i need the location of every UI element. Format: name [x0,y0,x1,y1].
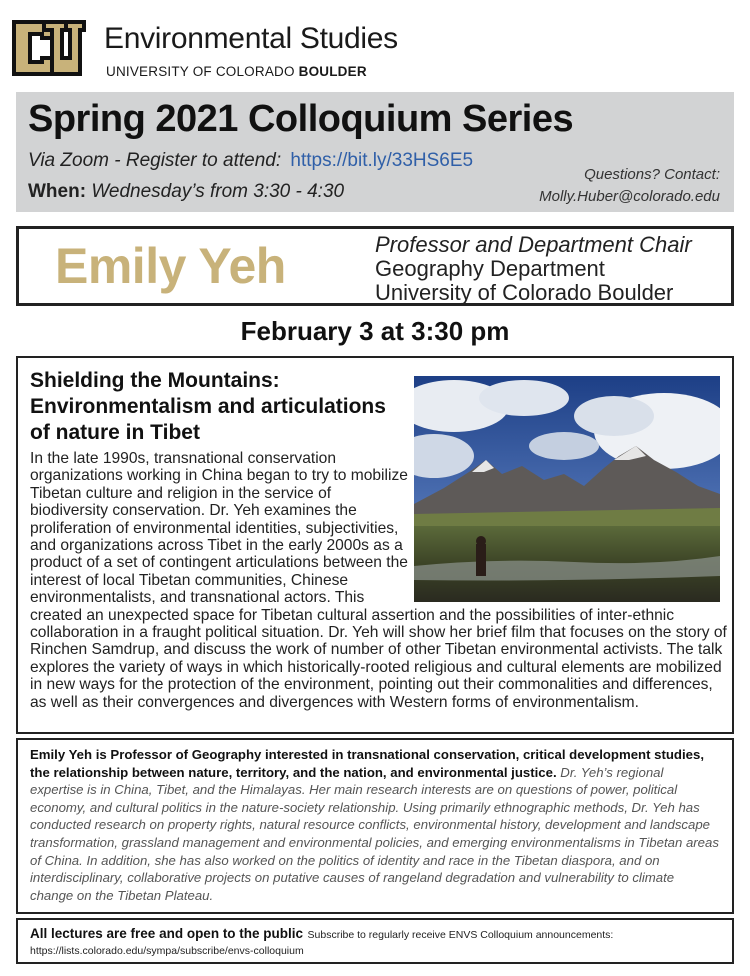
university-name [106,64,367,79]
bio-box [16,738,734,914]
header [0,0,750,90]
when-label: When: [28,181,87,202]
cu-logo-icon [8,8,88,88]
talk-date: February 3 at 3:30 pm [240,316,510,346]
university-bold: BOULDER [298,64,367,79]
subscribe-link[interactable]: https://lists.colorado.edu/sympa/subscribe/envs-colloquium [30,945,304,957]
contact-block [539,164,720,208]
department-name: Environmental Studies [104,22,398,55]
speaker-box [16,226,734,306]
university-prefix: UNIVERSITY OF COLORADO [106,64,299,79]
zoom-label: Via Zoom - Register to attend: [28,150,282,171]
series-banner [16,92,734,212]
when-value: Wednesday’s from 3:30 - 4:30 [91,181,345,202]
abstract-text [30,450,730,711]
abstract-box [16,356,734,734]
speaker-department: Geography Department [375,256,605,281]
contact-email[interactable]: Molly.Huber@colorado.edu [539,188,720,205]
bio-details: Dr. Yeh’s regional expertise is in China, Tibet, and the Himalayas. Her main research interests are on questions of power, political economy, and cultural politics in the nature-society relationship. Using primarily ethnographic methods, Dr. Yeh has conducted research on property rights, natural resource conflicts, environmental history, development and landscape transformation, grassland management and environmental policies, and emerging environmentalisms in Tibetan areas of China. In addition, she has also worked on the politics of identity and race in the Tibetan diaspora, and on interdisciplinary, collaborative projects on putative causes of rangeland degradation and vulnerability to climate change on the Tibetan Plateau. [30,764,719,903]
speaker-university: University of Colorado Boulder [375,280,674,305]
speaker-role-title: Professor and Department Chair [375,232,692,257]
speaker-name: Emily Yeh [55,238,286,294]
contact-label: Questions? Contact: [584,166,720,183]
series-title: Spring 2021 Colloquium Series [28,98,574,140]
speaker-role [375,233,692,305]
free-lectures-notice: All lectures are free and open to the public [30,926,304,941]
zoom-registration [28,150,473,172]
bio-summary: Emily Yeh is Professor of Geography interested in transnational conservation, critical development studies, the relationship between nature, territory, and the nation, and environmental justice. [30,747,704,780]
footer-box [16,918,734,964]
when-line [28,181,344,203]
abstract-paragraph: In the late 1990s, transnational conservation organizations working in China began to try to mobilize Tibetan culture and religion in the service of biodiversity conservation. Dr. Yeh examines the proliferation of environmental identities, subjectivities, and organizations across Tibet in the early 2000s as a product of a set of contingent articulations between the interest of local Tibetan communities, Chinese environmentalists, and transnational actors. This created an unexpected space for Tibetan cultural assertion and the possibilities of inter-ethnic collaboration in a fraught political situation. Dr. Yeh will show her brief film that focuses on the story of Rinchen Samdrup, and discuss the work of number of other Tibetan environmental activists. The talk explores the variety of ways in which historically-rooted religious and cultural elements are mobilized in new ways for the protection of the environment, pointing out their commonalities and differences, as well as their convergences and divergences with Western forms of environmentalism. [30,450,727,711]
zoom-link[interactable]: https://bit.ly/33HS6E5 [290,150,474,171]
subscribe-text: Subscribe to regularly receive ENVS Colloquium announcements: [307,929,614,941]
talk-title: Shielding the Mountains: Environmentalism and articulations of nature in Tibet [30,369,386,444]
